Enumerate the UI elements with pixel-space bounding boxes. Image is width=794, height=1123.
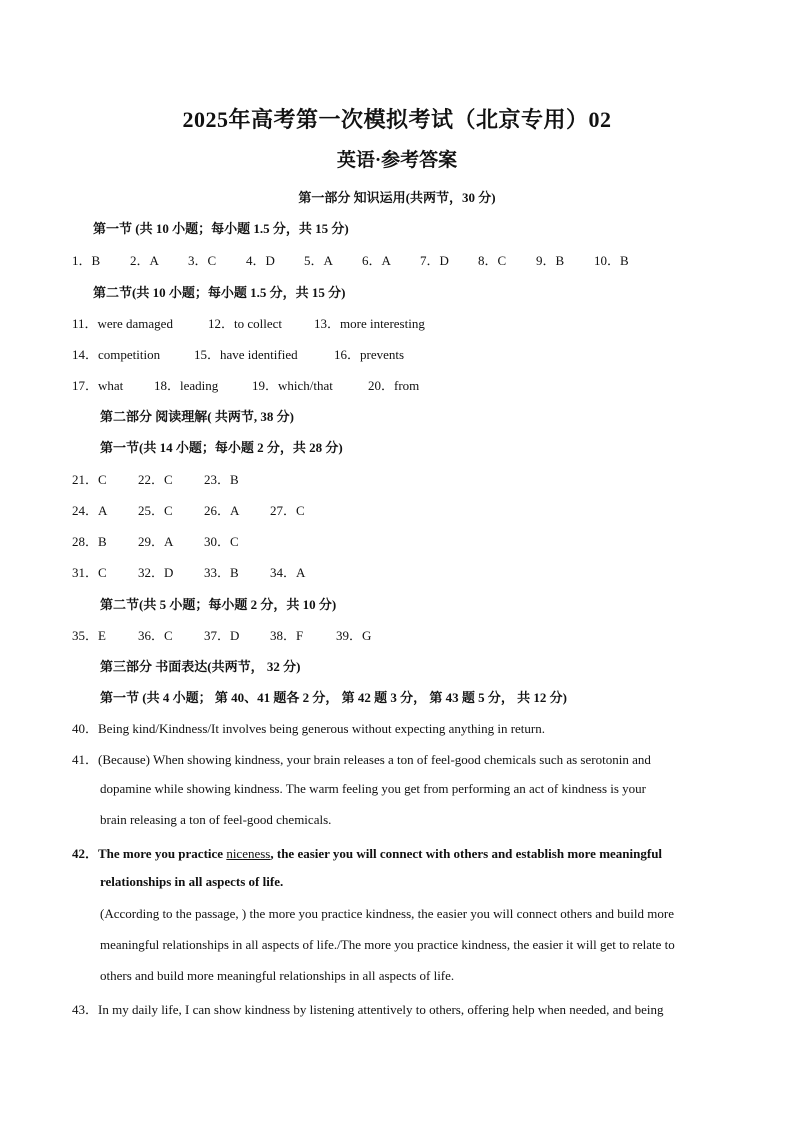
answer-text: Being kind/Kindness/It involves being generous without expecting anything in return. [98,721,545,736]
part2-heading: 第二部分 阅读理解( 共两节, 38 分) [100,409,294,424]
answer-item: 31．C [72,565,107,580]
answer-item: 20．from [368,378,420,393]
answer-item: 35．E [72,628,106,643]
question-number: 42． [72,846,99,861]
answer-item: 24．A [72,503,108,518]
answer-text: In my daily life, I can show kindness by listening attentively to others, offering help when needed, and being [98,1002,664,1017]
answer-item: 22．C [138,472,173,487]
answer-row-11-13 [72,313,425,332]
question-number: 43． [72,1002,99,1017]
answer-item: 18．leading [154,378,219,393]
underlined-word: niceness [226,846,271,861]
answer-item: 7．D [420,253,449,268]
answer-42-line-2: relationships in all aspects of life. [100,874,284,889]
answer-item: 33．B [204,565,239,580]
part2-sec2-heading: 第二节(共 5 小题；每小题 2 分，共 10 分) [100,597,337,612]
answer-41-line-2: dopamine while showing kindness. The warm feeling you get from performing an act of kindness is your [100,781,647,796]
answer-row-17-20 [72,375,419,394]
answer-item: 15．have identified [194,347,298,362]
answer-text: The more you practice [98,846,227,861]
answer-item: 12．to collect [208,316,283,331]
answer-42-line-1 [72,843,662,862]
question-number: 40． [72,721,99,736]
answer-item: 14．competition [72,347,161,362]
answer-item: 13．more interesting [314,316,425,331]
answer-text: , the easier you will connect with others and establish more meaningful [270,846,663,861]
answer-item: 3．C [188,253,217,268]
answer-row-1-10 [72,250,629,269]
answer-item: 11．were damaged [72,316,173,331]
answer-41-line-1 [72,749,651,768]
answer-row-35-39 [72,625,371,644]
answer-42-line-3: (According to the passage, ) the more you practice kindness, the easier you will connect others and build more [100,906,674,921]
answer-item: 36．C [138,628,173,643]
answer-row-31-34 [72,562,305,581]
answer-item: 30．C [204,534,239,549]
answer-item: 6．A [362,253,391,268]
answer-item: 5．A [304,253,333,268]
answer-item: 27．C [270,503,305,518]
answer-item: 23．B [204,472,239,487]
answer-item: 39．G [336,628,372,643]
answer-42-line-5: others and build more meaningful relationships in all aspects of life. [100,968,455,983]
answer-item: 1．B [72,253,101,268]
answer-item: 25．C [138,503,173,518]
answer-row-14-16 [72,344,404,363]
answer-41-line-3: brain releasing a ton of feel-good chemicals. [100,812,332,827]
answer-item: 9．B [536,253,565,268]
answer-row-28-30 [72,531,239,550]
answer-item: 26．A [204,503,240,518]
answer-item: 29．A [138,534,174,549]
answer-text: (Because) When showing kindness, your brain releases a ton of feel-good chemicals such as serotonin and [98,752,651,767]
answer-item: 38．F [270,628,304,643]
part1-sec1-heading: 第一节 (共 10 小题；每小题 1.5 分，共 15 分) [93,221,349,236]
answer-item: 34．A [270,565,306,580]
answer-43 [72,999,664,1018]
answer-item: 32．D [138,565,174,580]
answer-row-24-27 [72,500,305,519]
answer-item: 2．A [130,253,159,268]
answer-42-line-4: meaningful relationships in all aspects of life./The more you practice kindness, the easier it will get to relate to [100,937,675,952]
page-title: 2025年高考第一次模拟考试（北京专用）02 [182,107,612,132]
answer-item: 16．prevents [334,347,405,362]
answer-item: 8．C [478,253,507,268]
answer-item: 17．what [72,378,124,393]
answer-row-21-23 [72,469,239,488]
answer-item: 10．B [594,253,629,268]
page-subtitle: 英语·参考答案 [336,150,458,171]
answer-item: 28．B [72,534,107,549]
question-number: 41． [72,752,99,767]
answer-40 [72,718,545,737]
part3-heading: 第三部分 书面表达(共两节， 32 分) [100,659,301,674]
part1-heading: 第一部分 知识运用(共两节，30 分) [298,190,496,205]
answer-item: 19．which/that [252,378,333,393]
part2-sec1-heading: 第一节(共 14 小题；每小题 2 分，共 28 分) [100,440,343,455]
answer-item: 4．D [246,253,275,268]
answer-item: 21．C [72,472,107,487]
part1-sec2-heading: 第二节(共 10 小题；每小题 1.5 分，共 15 分) [93,285,346,300]
answer-item: 37．D [204,628,240,643]
part3-sec1-heading: 第一节 (共 4 小题； 第 40、41 题各 2 分， 第 42 题 3 分， 第 43 题 5 分， 共 12 分) [100,690,567,705]
